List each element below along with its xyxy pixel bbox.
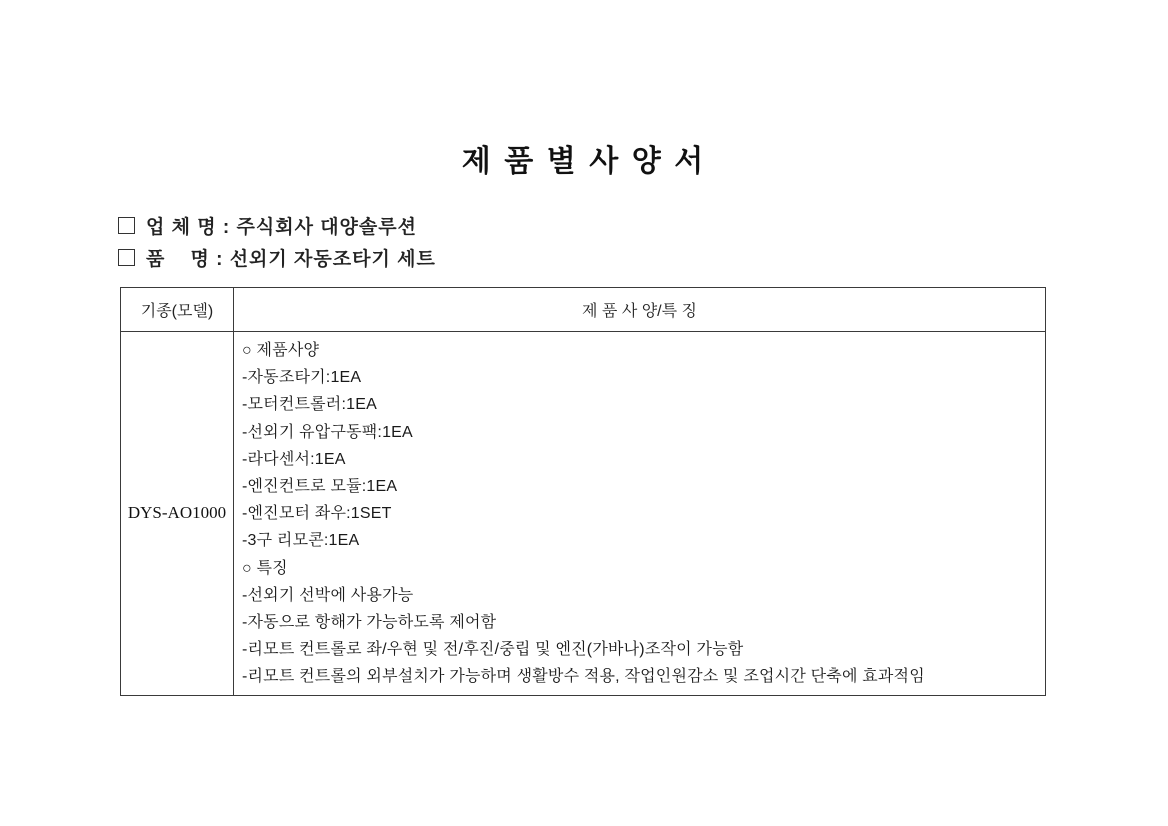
header-spec-column: 제 품 사 양/특 징: [234, 288, 1046, 332]
spec-line: -엔진모터 좌우:1SET: [242, 505, 392, 523]
table-row: [121, 332, 1046, 696]
company-name-text: 업 체 명 : 주식회사 대양솔루션: [146, 216, 417, 238]
square-bullet-icon: [118, 217, 135, 234]
model-cell: DYS-AO1000: [121, 332, 234, 696]
spec-cell: [234, 332, 1046, 696]
spec-line: -모터컨트롤러:1EA: [242, 396, 377, 414]
square-bullet-icon: [118, 249, 135, 266]
spec-table: [120, 287, 1046, 696]
spec-line: -라다센서:1EA: [242, 450, 346, 468]
spec-line: -리모트 컨트롤의 외부설치가 가능하며 생활방수 적용, 작업인원감소 및 조업시간 단축에 효과적임: [242, 668, 925, 686]
spec-line: ○ 특징: [242, 559, 288, 577]
spec-line: ○ 제품사양: [242, 342, 320, 359]
spec-line: -자동조타기:1EA: [242, 369, 362, 387]
spec-line: -선외기 유압구동팩:1EA: [242, 423, 413, 441]
info-block: [118, 209, 436, 273]
spec-line: -리모트 컨트롤로 좌/우현 및 전/후진/중립 및 엔진(가바나)조작이 가능함: [242, 641, 744, 659]
product-name-row: [118, 241, 436, 273]
spec-line: -자동으로 항해가 가능하도록 제어함: [242, 614, 497, 632]
spec-line: -3구 리모콘:1EA: [242, 532, 360, 550]
page-title: 제 품 별 사 양 서: [461, 145, 707, 178]
table-header-row: [121, 288, 1046, 332]
spec-line: -엔진컨트로 모듈:1EA: [242, 478, 398, 496]
header-model-column: 기종(모델): [121, 288, 234, 332]
spec-line: -선외기 선박에 사용가능: [242, 586, 414, 604]
product-name-text: 품 명 : 선외기 자동조타기 세트: [146, 248, 436, 270]
company-name-row: [118, 209, 436, 241]
